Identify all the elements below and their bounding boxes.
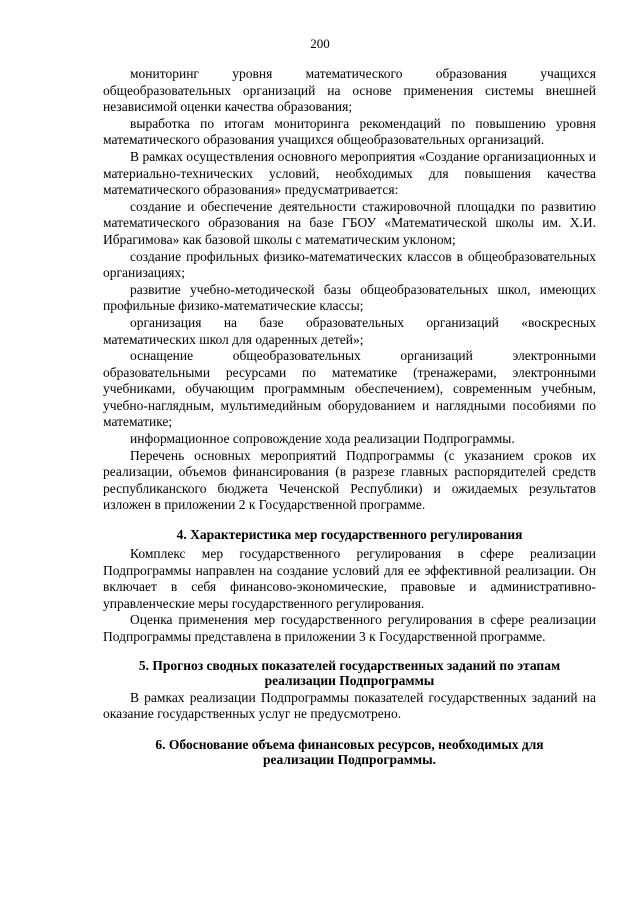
section-4-paragraph-1: Комплекс мер государственного регулирования в сфере реализации Подпрограммы направлен на создание условий для ее эффективной реализации. Он включает в себя финансово-экономические, правовые и административно-управленческие меры государственного регулирования.: [103, 546, 596, 611]
section-5-paragraph-1: В рамках реализации Подпрограммы показателей государственных заданий на оказание государственных услуг не предусмотрено.: [103, 689, 596, 722]
paragraph-monitoring: мониторинг уровня математического образования учащихся общеобразовательных организаций на основе применения системы внешней независимой оценки качества образования;: [103, 66, 596, 115]
paragraph-recommendations: выработка по итогам мониторинга рекомендаций по повышению уровня математического образования учащихся общеобразовательных организаций.: [103, 115, 596, 148]
section-6-heading-line-1: 6. Обоснование объема финансовых ресурсов, необходимых для: [155, 736, 544, 752]
section-5-heading: [103, 658, 596, 688]
paragraph-activities-list: Перечень основных мероприятий Подпрограммы (с указанием сроков их реализации, объемов финансирования (в разрезе главных распорядителей средств республиканского бюджета Чеченской Республики) и ожидаемых результатов изложен в приложении 2 к Государственной программе.: [103, 447, 596, 513]
section-6-heading-line-2: реализации Подпрограммы.: [262, 751, 437, 767]
section-5-heading-line-1: 5. Прогноз сводных показателей государственных заданий по этапам: [138, 657, 561, 673]
paragraph-internship-platform: создание и обеспечение деятельности стажировочной площадки по развитию математического образования на базе ГБОУ «Математической школы им. Х.И. Ибрагимова» как базовой школы с математическим уклоном;: [103, 198, 596, 247]
section-6-heading: [103, 737, 596, 767]
paragraph-profile-classes: создание профильных физико-математических классов в общеобразовательных организациях;: [103, 248, 596, 281]
section-5-heading-line-2: реализации Подпрограммы: [264, 672, 435, 688]
page-body: [103, 66, 596, 767]
section-4-paragraph-2: Оценка применения мер государственного регулирования в сфере реализации Подпрограммы представлена в приложении 3 к Государственной программе.: [103, 612, 596, 644]
paragraph-main-activity: В рамках осуществления основного мероприятия «Создание организационных и материально-технических условий, необходимых для повышения качества математического образования» предусматривается:: [103, 148, 596, 198]
paragraph-equipment: оснащение общеобразовательных организаций электронными образовательными ресурсами по математике (тренажерами, электронными учебниками, обучающим программным обеспечением), современным учебным, учебно-наглядным, мультимедийным оборудованием и наглядными пособиями по математике;: [103, 348, 596, 430]
page-number: 200: [310, 36, 330, 51]
paragraph-methodical-base: развитие учебно-методической базы общеобразовательных школ, имеющих профильные физико-математические классы;: [103, 281, 596, 314]
section-4-heading: 4. Характеристика мер государственного регулирования: [176, 527, 523, 543]
paragraph-sunday-schools: организация на базе образовательных организаций «воскресных математических школ для одаренных детей»;: [103, 314, 596, 347]
paragraph-information-support: информационное сопровождение хода реализации Подпрограммы.: [130, 431, 515, 447]
